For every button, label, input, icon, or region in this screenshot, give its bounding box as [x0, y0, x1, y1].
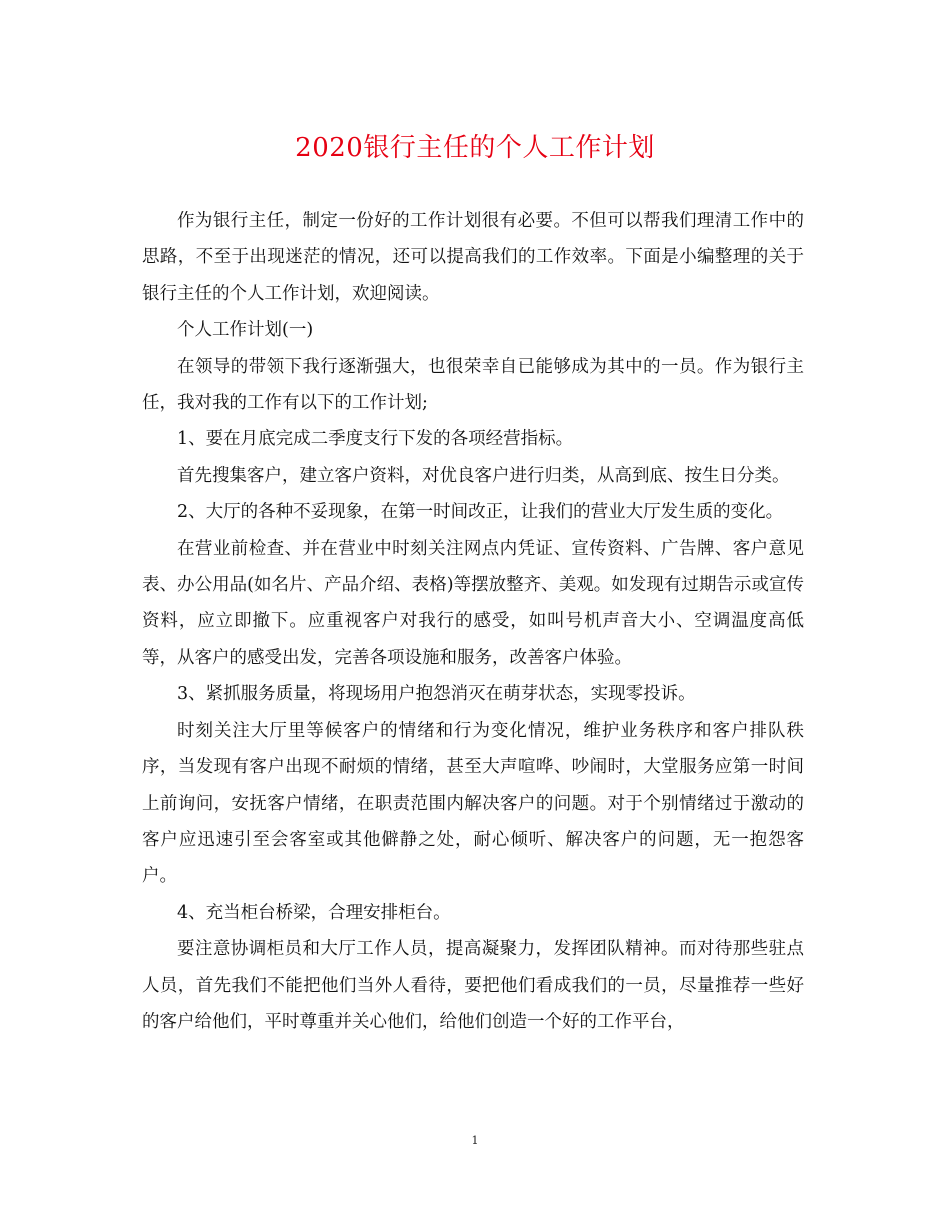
paragraph: 要注意协调柜员和大厅工作人员，提高凝聚力，发挥团队精神。而对待那些驻点人员，首先我们不能把他们当外人看待，要把他们看成我们的一员，尽量推荐一些好的客户给他们，平时尊重并关心他们，给他们创造一个好的工作平台， — [142, 939, 804, 1032]
paragraph: 在领导的带领下我行逐渐强大，也很荣幸自已能够成为其中的一员。作为银行主任，我对我的工作有以下的工作计划; — [142, 356, 804, 414]
list-item-heading: 3、紧抓服务质量，将现场用户抱怨消灭在萌芽状态，实现零投诉。 — [177, 684, 696, 705]
paragraph-intro: 作为银行主任，制定一份好的工作计划很有必要。不但可以帮我们理清工作中的思路，不至于出现迷茫的情况，还可以提高我们的工作效率。下面是小编整理的关于银行主任的个人工作计划，欢迎阅读。 — [142, 211, 804, 304]
paragraph: 时刻关注大厅里等候客户的情绪和行为变化情况，维护业务秩序和客户排队秩序，当发现有客户出现不耐烦的情绪，甚至大声喧哗、吵闹时，大堂服务应第一时间上前询问，安抚客户情绪，在职责范围内解决客户的问题。对于个别情绪过于激动的客户应迅速引至会客室或其他僻静之处，耐心倾听、解决客户的问题，无一抱怨客户。 — [142, 720, 804, 887]
list-item-heading: 4、充当柜台桥梁，合理安排柜台。 — [177, 902, 451, 923]
list-item-heading: 2、大厅的各种不妥现象，在第一时间改正，让我们的营业大厅发生质的变化。 — [177, 502, 784, 523]
list-item-heading: 1、要在月底完成二季度支行下发的各项经营指标。 — [177, 429, 574, 450]
document-title: 2020银行主任的个人工作计划 — [295, 133, 655, 163]
document-body — [142, 203, 804, 1040]
paragraph: 首先搜集客户，建立客户资料，对优良客户进行归类，从高到底、按生日分类。 — [177, 465, 790, 486]
section-heading: 个人工作计划(一) — [177, 320, 314, 341]
page-number: 1 — [471, 1134, 479, 1147]
paragraph: 在营业前检查、并在营业中时刻关注网点内凭证、宣传资料、广告牌、客户意见表、办公用品(如名片、产品介绍、表格)等摆放整齐、美观。如发现有过期告示或宣传资料，应立即撤下。应重视客户对我行的感受，如叫号机声音大小、空调温度高低等，从客户的感受出发，完善各项设施和服务，改善客户体验。 — [142, 538, 804, 668]
